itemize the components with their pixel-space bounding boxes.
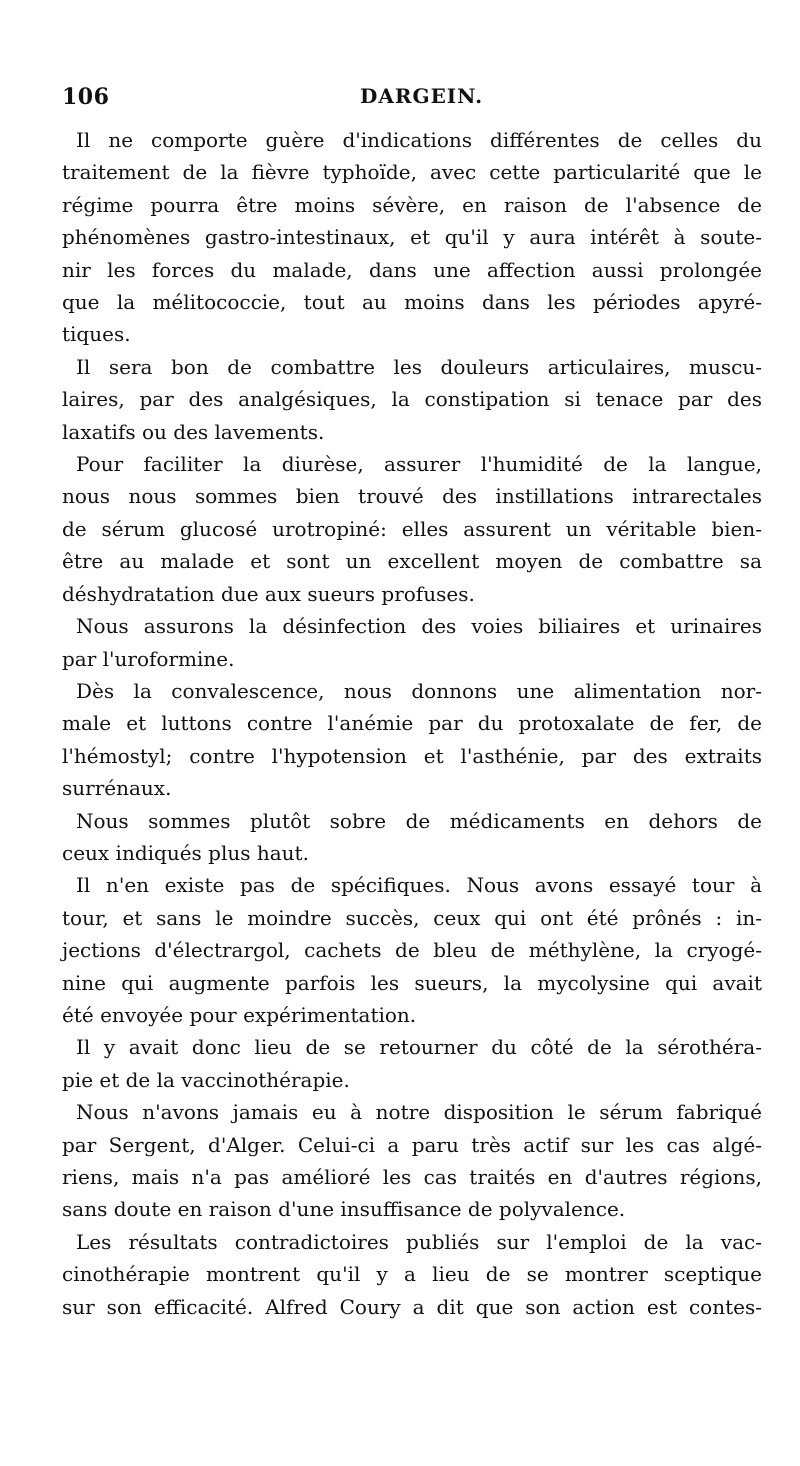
text-line: nir les forces du malade, dans une affection aussi prolongée <box>62 257 762 282</box>
text-line: Dès la convalescence, nous donnons une alimentation nor- <box>76 678 762 703</box>
paragraph <box>62 805 762 870</box>
text-line: été envoyée pour expérimentation. <box>62 1002 417 1027</box>
text-line: de sérum glucosé urotropiné: elles assurent un véritable bien- <box>62 516 762 541</box>
paragraph <box>62 869 762 1031</box>
paragraph <box>62 610 762 675</box>
body-text <box>62 124 762 1323</box>
text-line: laires, par des analgésiques, la constipation si tenace par des <box>62 387 762 412</box>
text-line: par l'uroformine. <box>62 646 235 671</box>
text-line: Nous assurons la désinfection des voies biliaires et urinaires <box>76 614 762 639</box>
book-page <box>62 84 762 1323</box>
text-line: Il n'en existe pas de spécifiques. Nous avons essayé tour à <box>76 873 762 898</box>
text-line: traitement de la fièvre typhoïde, avec cette particularité que le <box>62 160 762 185</box>
text-line: déshydratation due aux sueurs profuses. <box>62 581 475 606</box>
text-line: cinothérapie montrent qu'il y a lieu de se montrer sceptique <box>62 1262 762 1287</box>
paragraph <box>62 675 762 805</box>
text-line: riens, mais n'a pas amélioré les cas traités en d'autres régions, <box>62 1165 762 1189</box>
text-line: par Sergent, d'Alger. Celui-ci a paru très actif sur les cas algé- <box>62 1132 762 1157</box>
text-line: surrénaux. <box>62 776 172 801</box>
paragraph <box>62 1096 762 1226</box>
page-header <box>62 84 762 124</box>
text-line: Pour faciliter la diurèse, assurer l'humidité de la langue, <box>76 452 762 477</box>
page-number: 106 <box>62 84 110 110</box>
text-line: l'hémostyl; contre l'hypotension et l'asthénie, par des extraits <box>62 743 762 768</box>
text-line: Les résultats contradictoires publiés sur l'emploi de la vac- <box>76 1229 762 1254</box>
text-line: phénomènes gastro-intestinaux, et qu'il y aura intérêt à soute- <box>62 225 762 250</box>
text-line: Il sera bon de combattre les douleurs articulaires, muscu- <box>76 354 762 379</box>
text-line: male et luttons contre l'anémie par du protoxalate de fer, de <box>62 711 762 736</box>
text-line: tour, et sans le moindre succès, ceux qui ont été prônés : in- <box>62 905 762 930</box>
text-line: sans doute en raison d'une insuffisance de polyvalence. <box>62 1197 626 1222</box>
text-line: régime pourra être moins sévère, en raison de l'absence de <box>62 192 762 217</box>
text-line: ceux indiqués plus haut. <box>62 840 309 865</box>
paragraph <box>62 448 762 610</box>
text-line: Nous n'avons jamais eu à notre disposition le sérum fabriqué <box>76 1100 762 1125</box>
text-line: Il y avait donc lieu de se retourner du côté de la sérothéra- <box>76 1035 762 1060</box>
text-line: que la mélitococcie, tout au moins dans les périodes apyré- <box>62 290 762 315</box>
paragraph <box>62 351 762 448</box>
paragraph <box>62 124 762 351</box>
text-line: laxatifs ou des lavements. <box>62 419 325 444</box>
text-line: Il ne comporte guère d'indications différentes de celles du <box>76 128 762 152</box>
text-line: jections d'électrargol, cachets de bleu de méthylène, la cryogé- <box>62 938 762 963</box>
text-line: sur son efficacité. Alfred Coury a dit que son action est contes- <box>62 1294 762 1319</box>
text-line: Nous sommes plutôt sobre de médicaments en dehors de <box>76 808 762 833</box>
running-head: DARGEIN. <box>360 84 484 108</box>
text-line: tiques. <box>62 322 131 347</box>
paragraph <box>62 1031 762 1096</box>
text-line: nine qui augmente parfois les sueurs, la mycolysine qui avait <box>62 970 762 995</box>
text-line: être au malade et sont un excellent moyen de combattre sa <box>62 549 762 574</box>
paragraph <box>62 1226 762 1323</box>
text-line: pie et de la vaccinothérapie. <box>62 1067 350 1092</box>
text-line: nous nous sommes bien trouvé des instillations intrarectales <box>62 484 762 509</box>
